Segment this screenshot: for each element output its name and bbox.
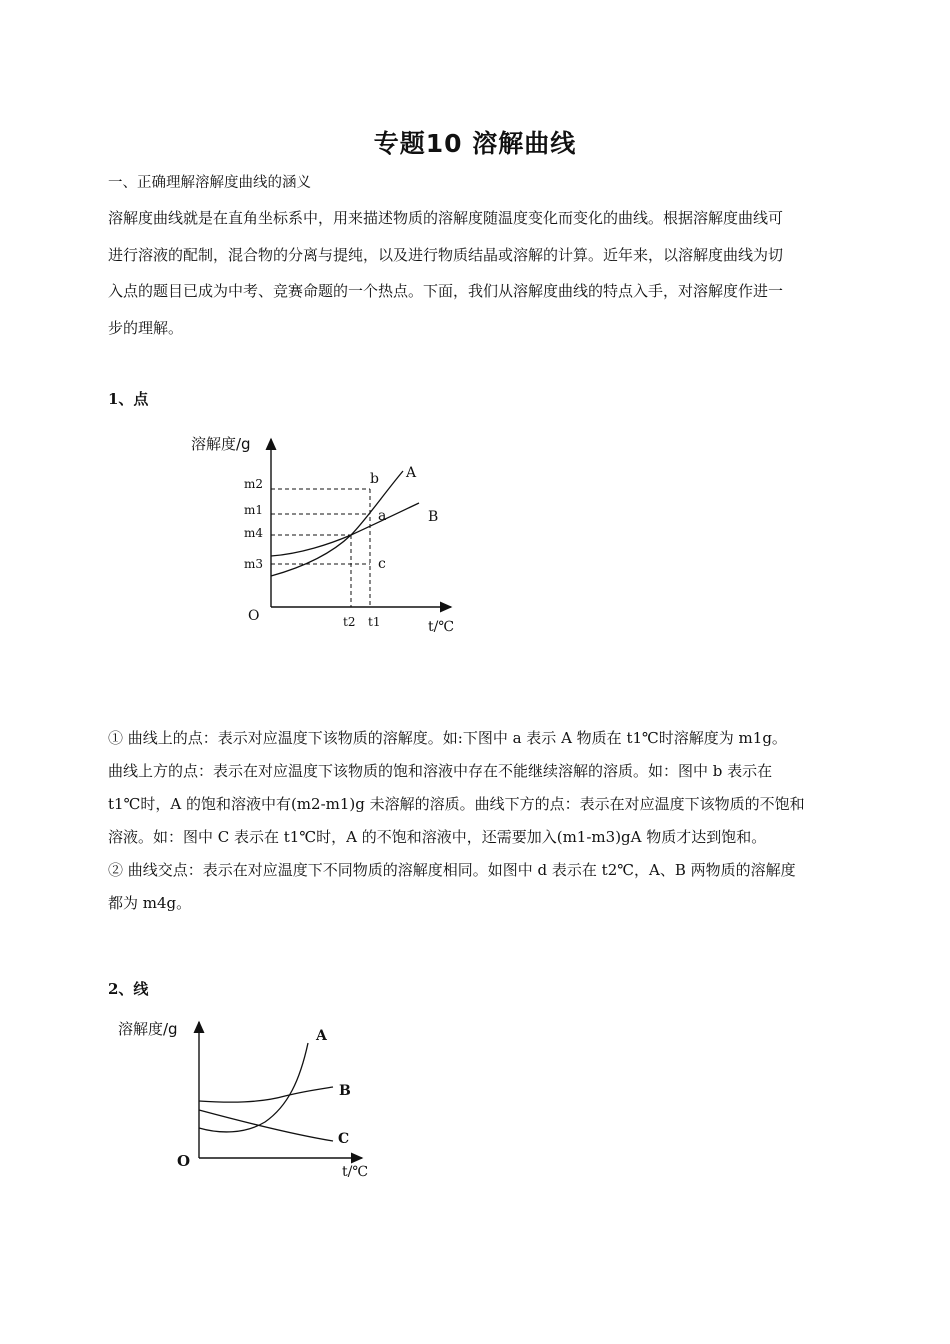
curve-b: [271, 503, 419, 556]
curve-label: A: [406, 465, 417, 481]
x-axis-label: t/℃: [428, 619, 455, 635]
point-label: b: [370, 471, 379, 487]
point-line: ② 曲线交点：表示在对应温度下不同物质的溶解度相同。如图中 d 表示在 t2℃，A、B 两物质的溶解度: [108, 861, 796, 879]
line-heading: 2、线: [108, 980, 149, 998]
intro-paragraph: [108, 200, 864, 346]
x-axis-label: t/℃: [342, 1164, 369, 1180]
intro-line: 进行溶液的配制，混合物的分离与提纯，以及进行物质结晶或溶解的计算。近年来，以溶解度曲线为切: [108, 245, 784, 264]
origin-label: O: [177, 1152, 191, 1170]
curve-b: [199, 1087, 333, 1102]
point-line: 都为 m4g。: [108, 894, 192, 912]
point-heading: 1、点: [108, 390, 149, 408]
page-title: 专题10 溶解曲线: [373, 129, 577, 158]
xtick-label: t1: [368, 615, 381, 629]
intro-line: 步的理解。: [108, 318, 184, 337]
intro-line: 入点的题目已成为中考、竞赛命题的一个热点。下面，我们从溶解度曲线的特点入手，对溶解度作进一: [108, 282, 784, 300]
point-explanation: [108, 722, 864, 920]
point-label: a: [378, 508, 387, 524]
curve-label: B: [339, 1083, 351, 1099]
y-axis-label: 溶解度/g: [118, 1020, 178, 1038]
point-line: ① 曲线上的点：表示对应温度下该物质的溶解度。如:下图中 a 表示 A 物质在 t1℃时溶解度为 m1g。: [108, 729, 787, 747]
section-heading: 一、正确理解溶解度曲线的涵义: [108, 175, 311, 191]
solubility-point-figure: [185, 425, 475, 645]
ytick-label: m1: [244, 503, 264, 517]
curve-label: A: [316, 1028, 327, 1044]
y-axis-label: 溶解度/g: [191, 435, 251, 453]
ytick-label: m3: [244, 557, 264, 571]
curve-a: [199, 1043, 308, 1132]
ytick-label: m2: [244, 477, 264, 491]
point-line: 曲线上方的点：表示在对应温度下该物质的饱和溶液中存在不能继续溶解的溶质。如：图中 b 表示在: [108, 762, 773, 780]
xtick-label: t2: [343, 615, 356, 629]
curve-label: B: [428, 509, 439, 525]
intro-line: 溶解度曲线就是在直角坐标系中，用来描述物质的溶解度随温度变化而变化的曲线。根据溶解度曲线可: [108, 209, 784, 227]
curve-label: C: [338, 1131, 350, 1147]
ytick-label: m4: [244, 526, 264, 540]
solubility-line-figure: [110, 1010, 390, 1190]
point-label: c: [378, 556, 386, 572]
origin-label: O: [248, 608, 260, 624]
point-line: t1℃时，A 的饱和溶液中有(m2-m1)g 未溶解的溶质。曲线下方的点：表示在对应温度下该物质的不饱和: [108, 795, 805, 813]
curve-c: [199, 1110, 333, 1141]
point-line: 溶液。如：图中 C 表示在 t1℃时，A 的不饱和溶液中，还需要加入(m1-m3)gA 物质才达到饱和。: [108, 828, 767, 846]
